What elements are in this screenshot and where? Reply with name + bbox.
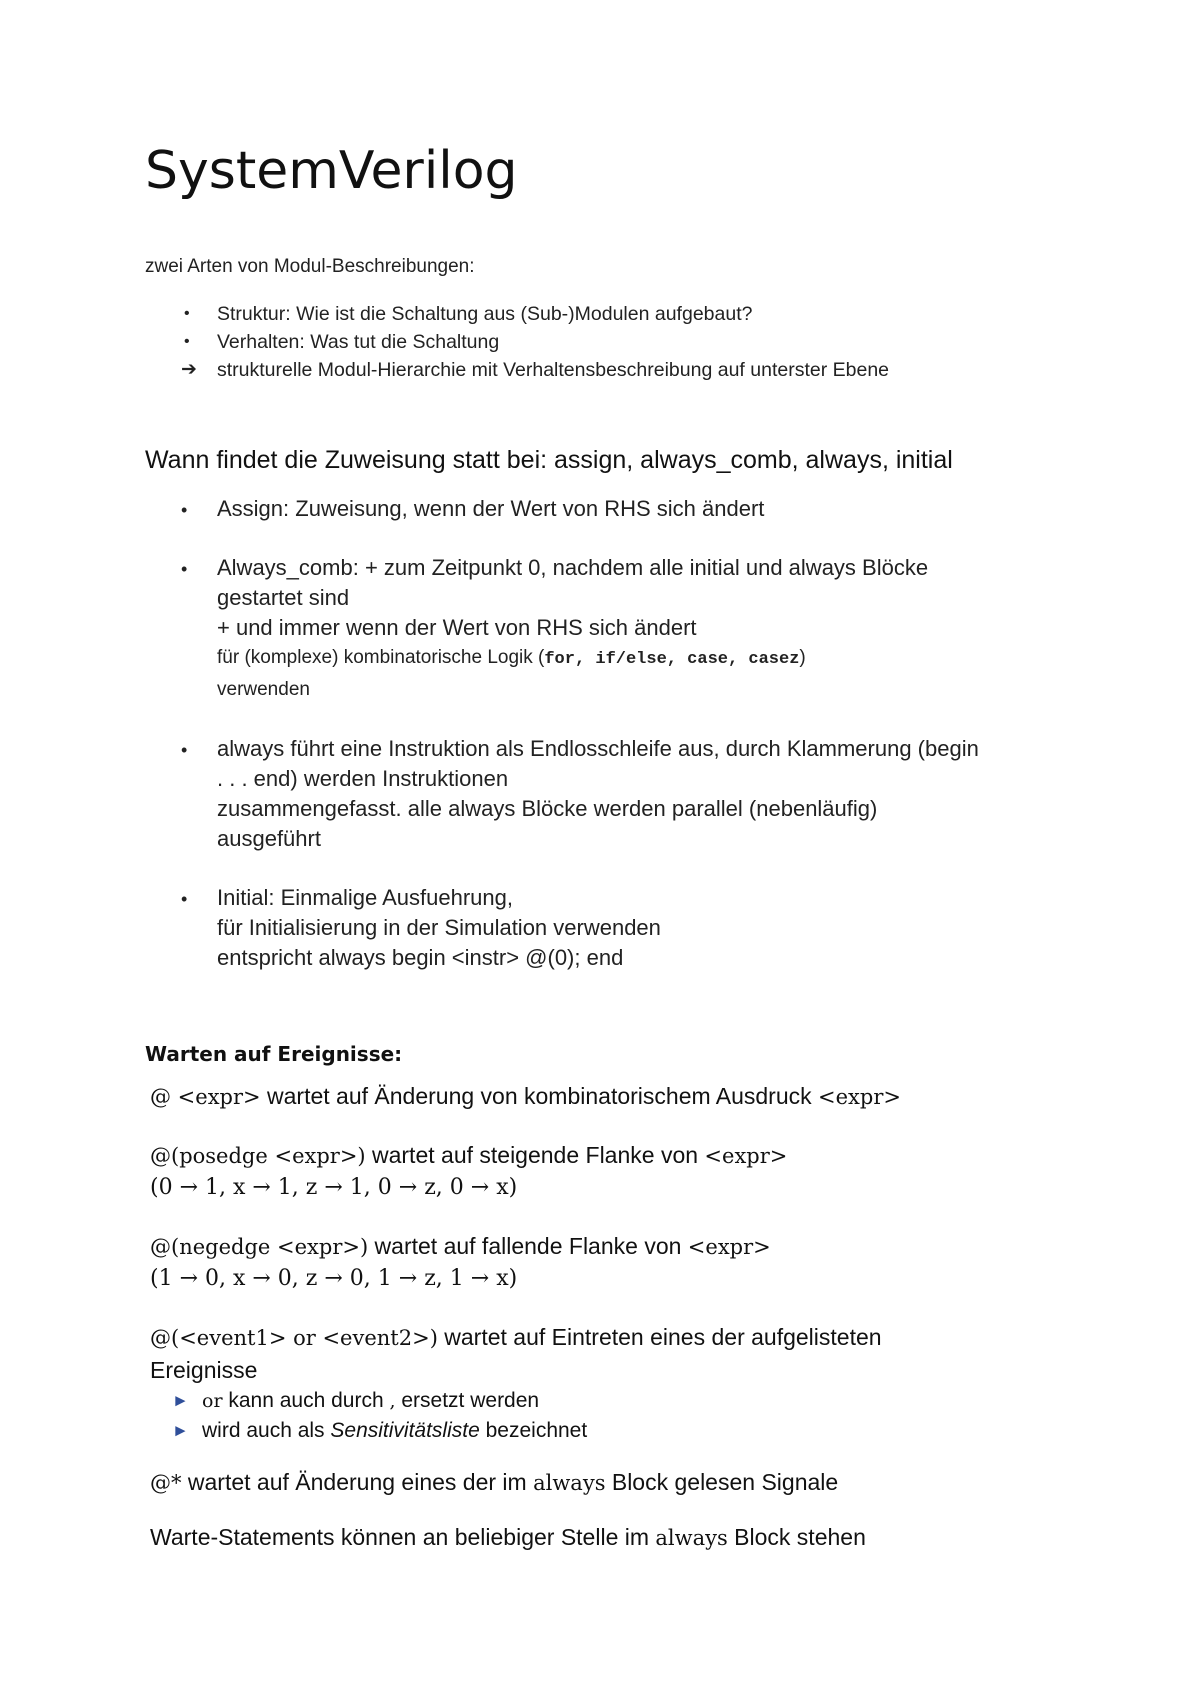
initial-line: Initial: Einmalige Ausfuehrung, — [217, 885, 513, 910]
event-text: Block stehen — [727, 1524, 866, 1550]
event-code: , — [389, 1390, 396, 1412]
always-comb-line: gestartet sind — [217, 585, 350, 610]
module-description-list — [145, 300, 1045, 384]
event-code: always — [655, 1526, 728, 1550]
list-item-text: Verhalten: Was tut die Schaltung — [217, 331, 500, 353]
wait-statement-note — [150, 1521, 1050, 1554]
list-item-assign — [145, 494, 1075, 524]
always-line: always führt eine Instruktion als Endlosschleife aus, durch Klammerung (begin — [217, 736, 979, 761]
list-item-text: strukturelle Modul-Hierarchie mit Verhaltensbeschreibung auf unterster Ebene — [217, 359, 890, 381]
event-code: @* — [150, 1471, 182, 1495]
triangle-right-icon: ► — [172, 1391, 189, 1410]
event-text: wartet auf fallende Flanke von — [368, 1233, 688, 1259]
list-item — [150, 1416, 1050, 1446]
event-text: wartet auf Eintreten eines der aufgelisteten — [437, 1324, 882, 1350]
event-code: @(negedge <expr>) — [150, 1235, 369, 1259]
always-comb-line: Always_comb: + zum Zeitpunkt 0, nachdem alle initial und always Blöcke — [217, 555, 929, 580]
events-section — [150, 1080, 1050, 1554]
event-text: ersetzt werden — [395, 1389, 540, 1412]
event-line — [150, 1139, 1050, 1172]
event-text: Block gelesen Signale — [605, 1469, 839, 1495]
event-code: <expr> — [687, 1235, 771, 1259]
list-item — [145, 356, 1045, 384]
event-code: or — [202, 1390, 223, 1412]
event-or — [150, 1321, 1050, 1446]
list-item — [145, 328, 1045, 356]
event-code: always — [533, 1471, 606, 1495]
event-at-expr — [150, 1080, 1050, 1113]
event-transitions: (0 → 1, x → 1, z → 1, 0 → z, 0 → x) — [150, 1175, 518, 1200]
event-text: Warte-Statements können an beliebiger Stelle im — [150, 1524, 656, 1550]
event-text: wartet auf steigende Flanke von — [365, 1142, 705, 1168]
event-line: Ereignisse — [150, 1357, 258, 1383]
event-code: @(<event1> or <event2>) — [150, 1326, 438, 1350]
event-negedge — [150, 1230, 1050, 1295]
initial-line: entspricht always begin <instr> @(0); end — [217, 945, 624, 970]
list-item-initial — [145, 883, 1075, 973]
always-comb-text: für (komplexe) kombinatorische Logik ( — [217, 647, 545, 668]
list-item-text: Struktur: Wie ist die Schaltung aus (Sub-)Modulen aufgebaut? — [217, 303, 753, 325]
event-text: wartet auf Änderung eines der im — [181, 1469, 534, 1495]
event-line — [150, 1321, 1050, 1354]
bullet-icon: • — [184, 333, 190, 350]
bullet-icon: • — [181, 500, 188, 520]
always-comb-line — [217, 643, 1075, 675]
assignment-heading: Wann findet die Zuweisung statt bei: assign, always_comb, always, initial — [145, 446, 953, 474]
assignment-list — [145, 494, 1075, 973]
initial-line: für Initialisierung in der Simulation verwenden — [217, 915, 661, 940]
event-text: wird auch als — [202, 1419, 331, 1442]
always-line: ausgeführt — [217, 826, 321, 851]
always-comb-code: for, if/else, case, casez — [544, 650, 800, 669]
always-comb-line: + und immer wenn der Wert von RHS sich ändert — [217, 615, 697, 640]
bullet-icon: • — [181, 740, 188, 760]
page-title: SystemVerilog — [145, 141, 518, 201]
assign-text: Assign: Zuweisung, wenn der Wert von RHS sich ändert — [217, 496, 765, 521]
event-line — [150, 1230, 1050, 1263]
list-item — [145, 300, 1045, 328]
event-code: @ <expr> — [150, 1085, 261, 1109]
list-item-always-comb — [145, 553, 1075, 705]
always-comb-line: verwenden — [217, 679, 310, 700]
list-item — [150, 1386, 1050, 1416]
event-text: bezeichnet — [479, 1419, 588, 1442]
always-line: zusammengefasst. alle always Blöcke werden parallel (nebenläufig) — [217, 796, 878, 821]
event-text: kann auch durch — [222, 1389, 390, 1412]
event-code: <expr> — [818, 1085, 901, 1109]
always-comb-text: ) — [799, 647, 806, 668]
event-code: @(posedge <expr>) — [150, 1144, 366, 1168]
event-posedge — [150, 1139, 1050, 1204]
event-or-sublist — [150, 1386, 1050, 1446]
event-emphasis: Sensitivitätsliste — [330, 1419, 480, 1442]
triangle-right-icon: ► — [172, 1421, 189, 1440]
bullet-icon: • — [181, 559, 188, 579]
event-transitions: (1 → 0, x → 0, z → 0, 1 → z, 1 → x) — [150, 1266, 518, 1291]
event-text: wartet auf Änderung von kombinatorischem Ausdruck — [260, 1083, 819, 1109]
event-code: <expr> — [704, 1144, 788, 1168]
always-line: . . . end) werden Instruktionen — [217, 766, 509, 791]
bullet-icon: • — [184, 305, 190, 322]
module-description-intro: zwei Arten von Modul-Beschreibungen: — [145, 256, 475, 277]
event-at-star — [150, 1466, 1050, 1499]
bullet-icon: • — [181, 889, 188, 909]
list-item-always — [145, 734, 1075, 854]
events-heading: Warten auf Ereignisse: — [145, 1042, 403, 1066]
arrow-right-icon: ➔ — [181, 359, 197, 380]
